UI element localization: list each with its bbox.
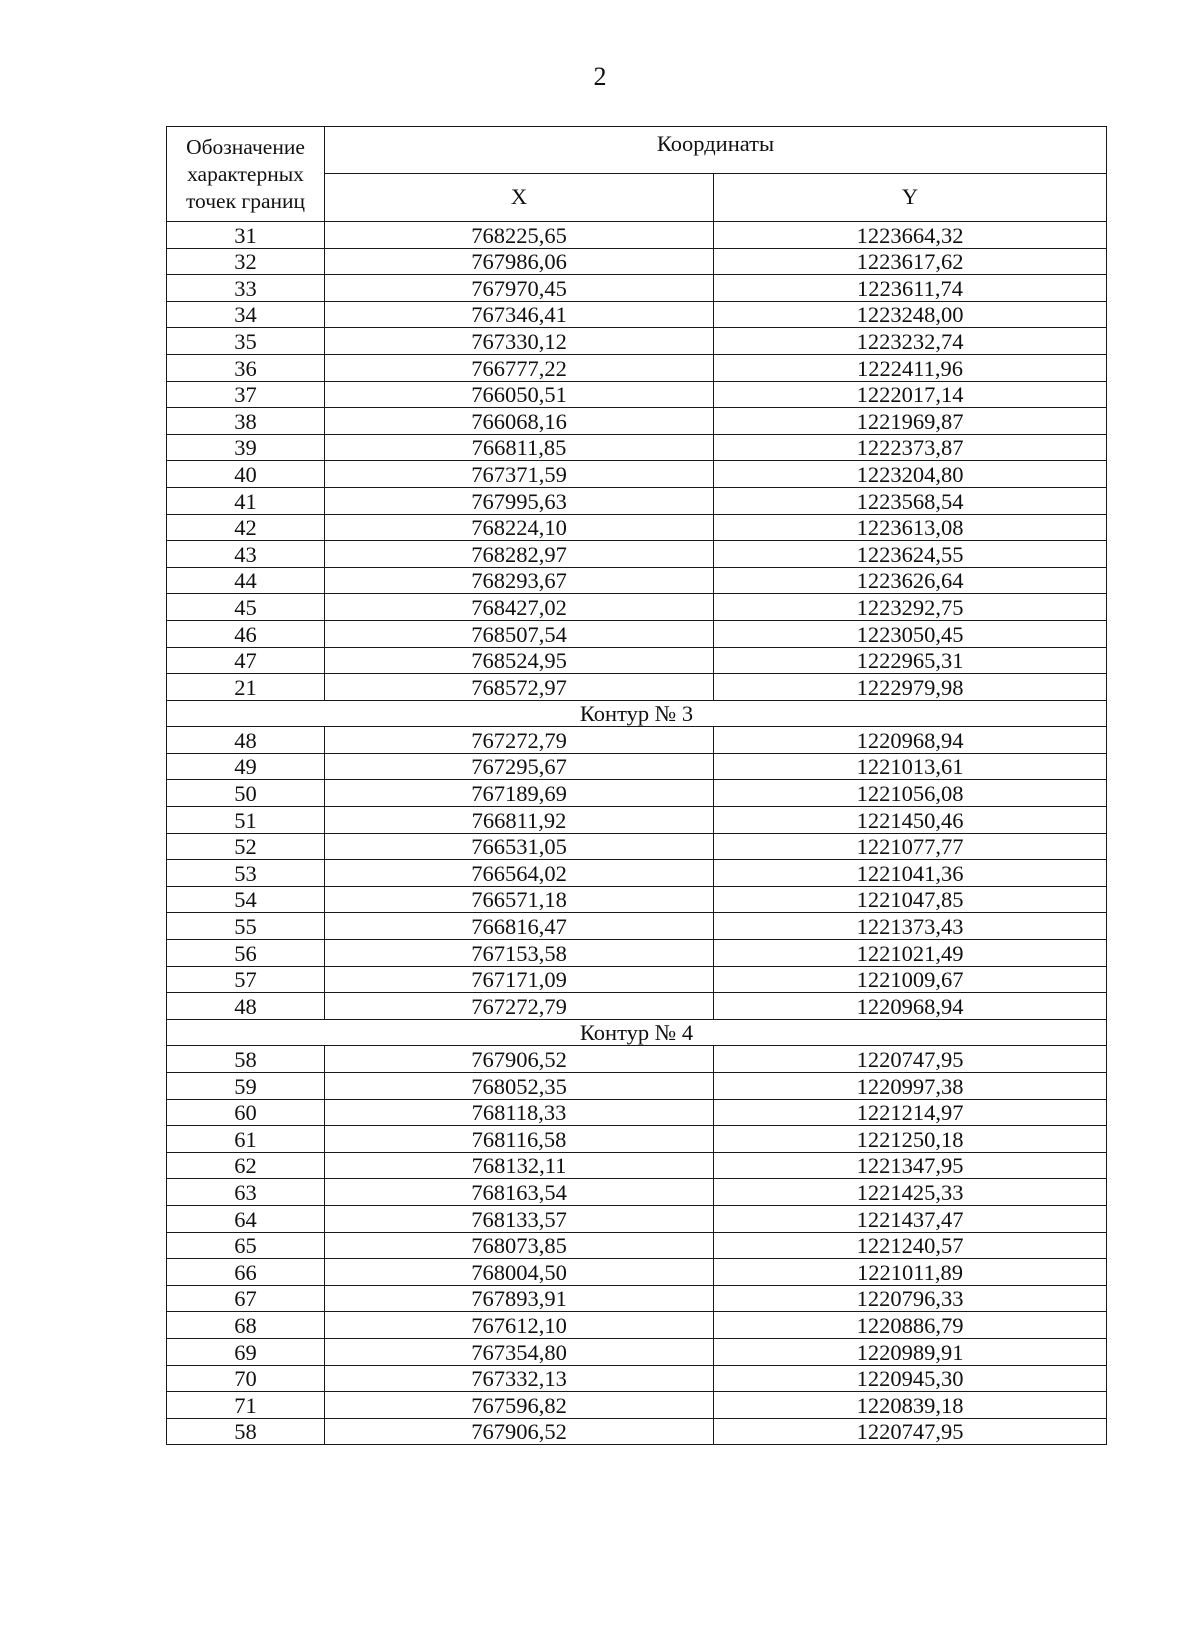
table-row <box>167 222 1107 249</box>
point-cell: 47 <box>167 647 325 674</box>
y-coordinate-cell: 1221056,08 <box>714 780 1107 807</box>
x-coordinate-cell: 767970,45 <box>325 275 714 302</box>
page-number: 2 <box>593 62 607 91</box>
contour-title: Контур № 3 <box>167 700 1107 727</box>
y-coordinate-cell: 1223248,00 <box>714 301 1107 328</box>
y-coordinate-cell: 1221077,77 <box>714 833 1107 860</box>
x-coordinate-cell: 767332,13 <box>325 1365 714 1392</box>
x-coordinate-cell: 767354,80 <box>325 1338 714 1365</box>
point-cell: 67 <box>167 1285 325 1312</box>
x-coordinate-cell: 767612,10 <box>325 1312 714 1339</box>
y-coordinate-cell: 1220968,94 <box>714 727 1107 754</box>
point-cell: 52 <box>167 833 325 860</box>
y-coordinate-cell: 1220747,95 <box>714 1046 1107 1073</box>
point-cell: 41 <box>167 487 325 514</box>
y-coordinate-cell: 1223613,08 <box>714 514 1107 541</box>
table-row <box>167 541 1107 568</box>
table-row <box>167 1179 1107 1206</box>
y-coordinate-cell: 1221373,43 <box>714 913 1107 940</box>
y-coordinate-cell: 1221011,89 <box>714 1259 1107 1286</box>
table-row <box>167 328 1107 355</box>
table-row <box>167 886 1107 913</box>
x-coordinate-cell: 768133,57 <box>325 1205 714 1232</box>
table-row <box>167 487 1107 514</box>
x-coordinate-cell: 767906,52 <box>325 1418 714 1445</box>
x-coordinate-cell: 768293,67 <box>325 567 714 594</box>
point-cell: 60 <box>167 1099 325 1126</box>
x-coordinate-cell: 766816,47 <box>325 913 714 940</box>
y-coordinate-cell: 1221425,33 <box>714 1179 1107 1206</box>
x-coordinate-cell: 767171,09 <box>325 966 714 993</box>
y-coordinate-cell: 1223568,54 <box>714 487 1107 514</box>
table-row <box>167 727 1107 754</box>
x-coordinate-cell: 767906,52 <box>325 1046 714 1073</box>
y-coordinate-cell: 1221041,36 <box>714 860 1107 887</box>
table-row <box>167 461 1107 488</box>
table-row <box>167 1259 1107 1286</box>
point-cell: 36 <box>167 354 325 381</box>
point-cell: 62 <box>167 1152 325 1179</box>
x-coordinate-cell: 768225,65 <box>325 222 714 249</box>
point-cell: 57 <box>167 966 325 993</box>
y-coordinate-cell: 1222965,31 <box>714 647 1107 674</box>
point-cell: 38 <box>167 408 325 435</box>
y-coordinate-cell: 1220886,79 <box>714 1312 1107 1339</box>
contour-title-row <box>167 700 1107 727</box>
x-coordinate-cell: 768004,50 <box>325 1259 714 1286</box>
table-row <box>167 1232 1107 1259</box>
table-row <box>167 248 1107 275</box>
x-coordinate-cell: 766811,92 <box>325 807 714 834</box>
y-coordinate-cell: 1223624,55 <box>714 541 1107 568</box>
point-cell: 63 <box>167 1179 325 1206</box>
y-coordinate-cell: 1223664,32 <box>714 222 1107 249</box>
point-cell: 44 <box>167 567 325 594</box>
point-cell: 61 <box>167 1126 325 1153</box>
y-coordinate-cell: 1223617,62 <box>714 248 1107 275</box>
point-cell: 68 <box>167 1312 325 1339</box>
x-coordinate-cell: 768163,54 <box>325 1179 714 1206</box>
point-cell: 58 <box>167 1418 325 1445</box>
y-coordinate-cell: 1223611,74 <box>714 275 1107 302</box>
point-cell: 42 <box>167 514 325 541</box>
point-cell: 65 <box>167 1232 325 1259</box>
table-row <box>167 1418 1107 1445</box>
y-coordinate-cell: 1220796,33 <box>714 1285 1107 1312</box>
table-row <box>167 434 1107 461</box>
table-row <box>167 1338 1107 1365</box>
x-coordinate-cell: 766531,05 <box>325 833 714 860</box>
y-coordinate-cell: 1220945,30 <box>714 1365 1107 1392</box>
x-coordinate-cell: 767330,12 <box>325 328 714 355</box>
point-cell: 43 <box>167 541 325 568</box>
x-coordinate-cell: 768282,97 <box>325 541 714 568</box>
table-header <box>167 127 1107 222</box>
x-coordinate-cell: 767995,63 <box>325 487 714 514</box>
table-body <box>167 222 1107 1445</box>
table-row <box>167 1365 1107 1392</box>
y-coordinate-cell: 1221013,61 <box>714 753 1107 780</box>
point-cell: 21 <box>167 674 325 701</box>
x-coordinate-cell: 768572,97 <box>325 674 714 701</box>
table-row <box>167 913 1107 940</box>
x-coordinate-cell: 768524,95 <box>325 647 714 674</box>
table-row <box>167 647 1107 674</box>
point-cell: 45 <box>167 594 325 621</box>
point-cell: 66 <box>167 1259 325 1286</box>
x-coordinate-cell: 766811,85 <box>325 434 714 461</box>
table-row <box>167 940 1107 967</box>
table-row <box>167 807 1107 834</box>
table-row <box>167 780 1107 807</box>
point-cell: 46 <box>167 620 325 647</box>
x-coordinate-cell: 767189,69 <box>325 780 714 807</box>
x-coordinate-cell: 767153,58 <box>325 940 714 967</box>
y-coordinate-cell: 1223232,74 <box>714 328 1107 355</box>
x-coordinate-cell: 766564,02 <box>325 860 714 887</box>
y-coordinate-cell: 1221347,95 <box>714 1152 1107 1179</box>
point-cell: 71 <box>167 1392 325 1419</box>
x-coordinate-cell: 768507,54 <box>325 620 714 647</box>
table-row <box>167 1312 1107 1339</box>
contour-title-row <box>167 1019 1107 1046</box>
point-cell: 37 <box>167 381 325 408</box>
x-coordinate-cell: 766068,16 <box>325 408 714 435</box>
y-coordinate-cell: 1222411,96 <box>714 354 1107 381</box>
point-cell: 31 <box>167 222 325 249</box>
point-cell: 53 <box>167 860 325 887</box>
table-row <box>167 354 1107 381</box>
y-coordinate-cell: 1223204,80 <box>714 461 1107 488</box>
table-row <box>167 1046 1107 1073</box>
point-cell: 55 <box>167 913 325 940</box>
y-coordinate-cell: 1222979,98 <box>714 674 1107 701</box>
table-row <box>167 1392 1107 1419</box>
x-coordinate-cell: 766571,18 <box>325 886 714 913</box>
y-coordinate-cell: 1221240,57 <box>714 1232 1107 1259</box>
point-cell: 51 <box>167 807 325 834</box>
y-coordinate-cell: 1221009,67 <box>714 966 1107 993</box>
table-row <box>167 594 1107 621</box>
point-cell: 59 <box>167 1073 325 1100</box>
point-cell: 49 <box>167 753 325 780</box>
x-coordinate-cell: 767346,41 <box>325 301 714 328</box>
y-coordinate-cell: 1221969,87 <box>714 408 1107 435</box>
table-row <box>167 966 1107 993</box>
table-row <box>167 567 1107 594</box>
y-coordinate-cell: 1220989,91 <box>714 1338 1107 1365</box>
table-row <box>167 1152 1107 1179</box>
y-coordinate-cell: 1221047,85 <box>714 886 1107 913</box>
table-row <box>167 620 1107 647</box>
point-cell: 34 <box>167 301 325 328</box>
table-row <box>167 993 1107 1020</box>
y-coordinate-cell: 1221021,49 <box>714 940 1107 967</box>
x-coordinate-cell: 767272,79 <box>325 993 714 1020</box>
table-row <box>167 301 1107 328</box>
point-cell: 32 <box>167 248 325 275</box>
table-row <box>167 514 1107 541</box>
y-coordinate-cell: 1222017,14 <box>714 381 1107 408</box>
table-row <box>167 753 1107 780</box>
point-cell: 70 <box>167 1365 325 1392</box>
table-row <box>167 833 1107 860</box>
x-coordinate-cell: 768116,58 <box>325 1126 714 1153</box>
point-cell: 33 <box>167 275 325 302</box>
x-coordinate-cell: 767596,82 <box>325 1392 714 1419</box>
table-row <box>167 408 1107 435</box>
x-coordinate-cell: 767986,06 <box>325 248 714 275</box>
point-cell: 39 <box>167 434 325 461</box>
x-coordinate-cell: 768073,85 <box>325 1232 714 1259</box>
table-row <box>167 1073 1107 1100</box>
header-x: X <box>325 173 714 221</box>
y-coordinate-cell: 1223626,64 <box>714 567 1107 594</box>
x-coordinate-cell: 768052,35 <box>325 1073 714 1100</box>
x-coordinate-cell: 768427,02 <box>325 594 714 621</box>
header-coordinates: Координаты <box>325 127 1107 174</box>
table-row <box>167 674 1107 701</box>
table-row <box>167 1285 1107 1312</box>
point-cell: 48 <box>167 727 325 754</box>
x-coordinate-cell: 766777,22 <box>325 354 714 381</box>
x-coordinate-cell: 767893,91 <box>325 1285 714 1312</box>
y-coordinate-cell: 1220997,38 <box>714 1073 1107 1100</box>
y-coordinate-cell: 1220968,94 <box>714 993 1107 1020</box>
point-cell: 40 <box>167 461 325 488</box>
point-cell: 50 <box>167 780 325 807</box>
y-coordinate-cell: 1220747,95 <box>714 1418 1107 1445</box>
header-y: Y <box>714 173 1107 221</box>
table-row <box>167 1099 1107 1126</box>
x-coordinate-cell: 767272,79 <box>325 727 714 754</box>
x-coordinate-cell: 768118,33 <box>325 1099 714 1126</box>
y-coordinate-cell: 1221450,46 <box>714 807 1107 834</box>
point-cell: 54 <box>167 886 325 913</box>
x-coordinate-cell: 766050,51 <box>325 381 714 408</box>
y-coordinate-cell: 1221214,97 <box>714 1099 1107 1126</box>
x-coordinate-cell: 768132,11 <box>325 1152 714 1179</box>
y-coordinate-cell: 1223292,75 <box>714 594 1107 621</box>
point-cell: 35 <box>167 328 325 355</box>
x-coordinate-cell: 767371,59 <box>325 461 714 488</box>
table-row <box>167 1126 1107 1153</box>
table-row <box>167 275 1107 302</box>
y-coordinate-cell: 1220839,18 <box>714 1392 1107 1419</box>
y-coordinate-cell: 1222373,87 <box>714 434 1107 461</box>
table-row <box>167 860 1107 887</box>
y-coordinate-cell: 1223050,45 <box>714 620 1107 647</box>
y-coordinate-cell: 1221437,47 <box>714 1205 1107 1232</box>
point-cell: 56 <box>167 940 325 967</box>
point-cell: 48 <box>167 993 325 1020</box>
table-row <box>167 381 1107 408</box>
coordinates-table <box>166 126 1107 1445</box>
x-coordinate-cell: 768224,10 <box>325 514 714 541</box>
point-cell: 69 <box>167 1338 325 1365</box>
contour-title: Контур № 4 <box>167 1019 1107 1046</box>
header-point-designation: Обозначение характерных точек границ <box>167 127 325 222</box>
x-coordinate-cell: 767295,67 <box>325 753 714 780</box>
point-cell: 58 <box>167 1046 325 1073</box>
point-cell: 64 <box>167 1205 325 1232</box>
y-coordinate-cell: 1221250,18 <box>714 1126 1107 1153</box>
table-row <box>167 1205 1107 1232</box>
